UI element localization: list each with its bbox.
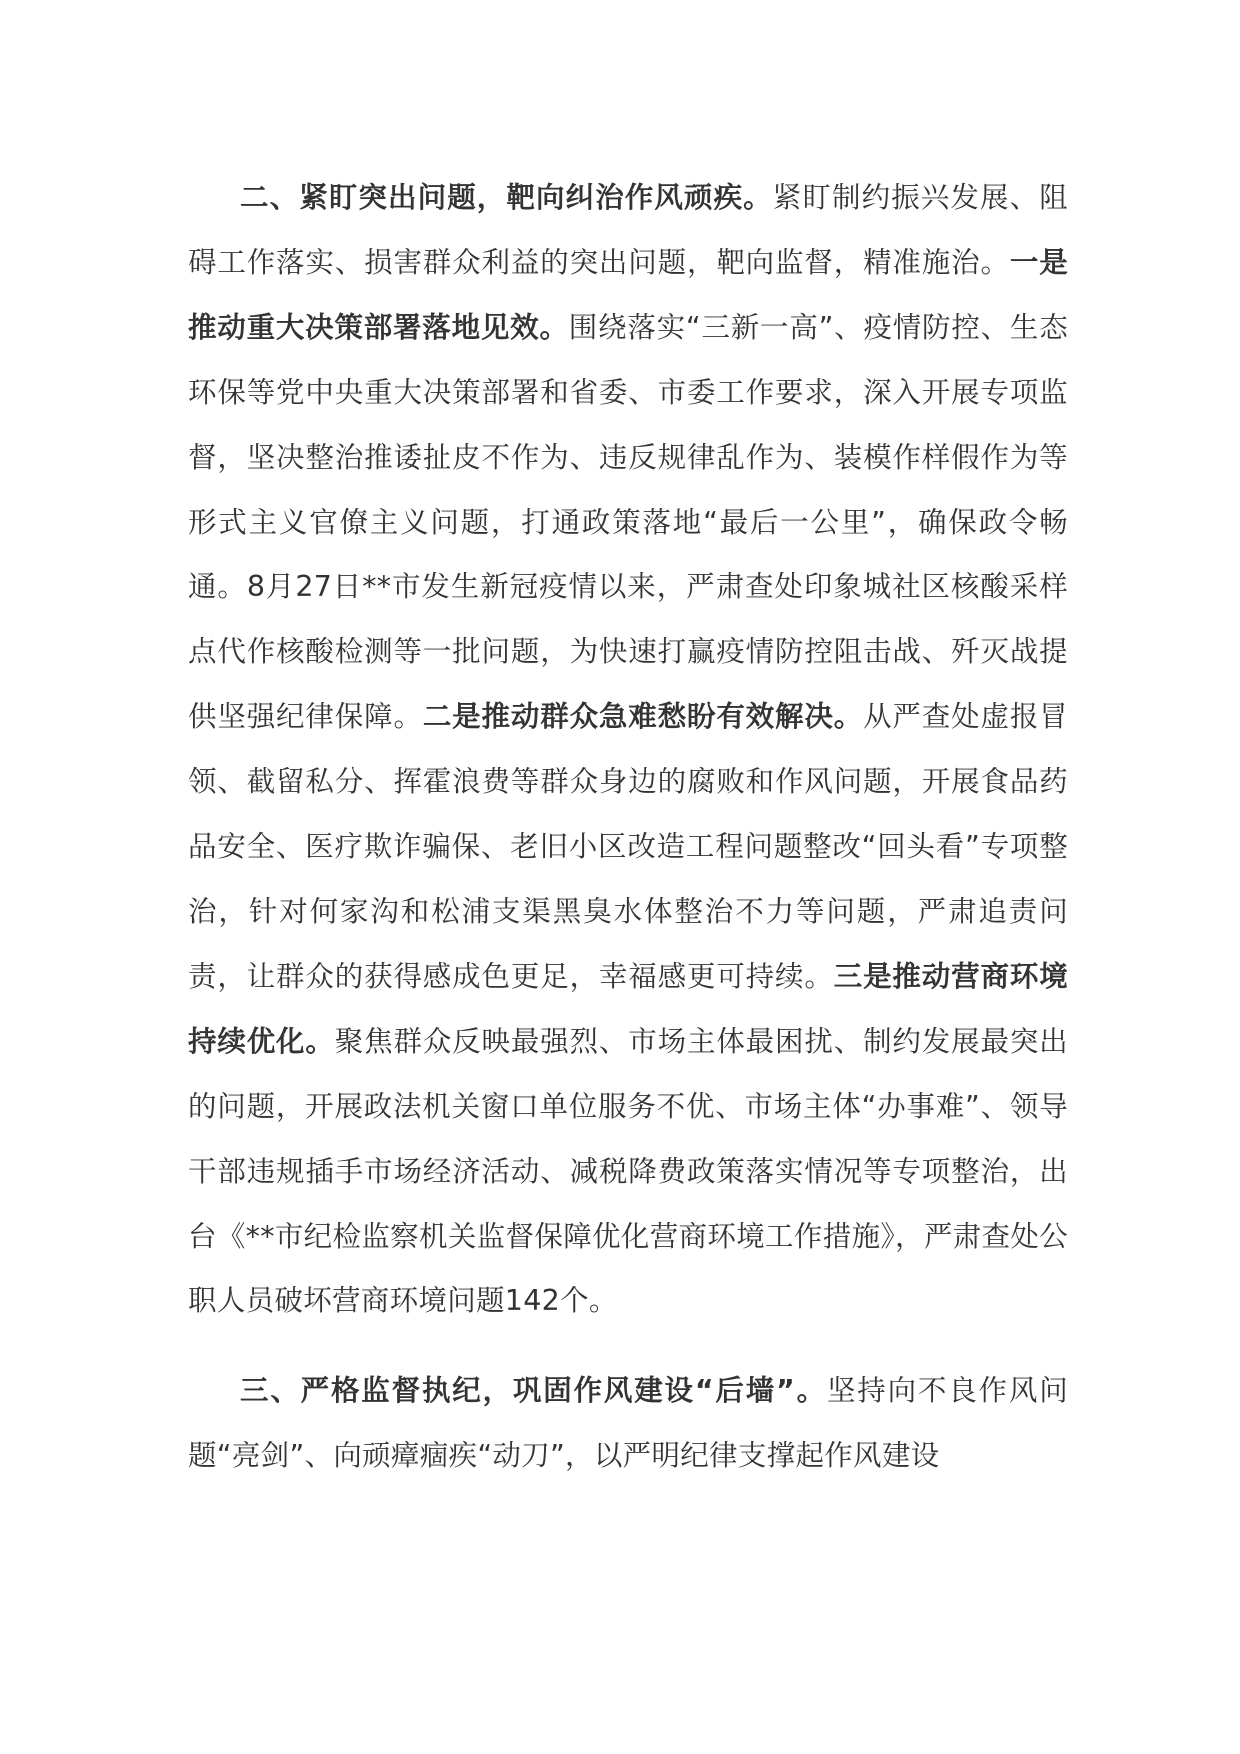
point-heading-one: 一是推动重大决策部署落地见效。	[188, 245, 1068, 344]
section-heading-two: 二、紧盯突出问题，靶向纠治作风顽疾。	[240, 181, 773, 214]
point-heading-two: 二是推动群众急难愁盼有效解决。	[422, 700, 864, 734]
point-heading-three: 三是推动营商环境持续优化。	[188, 959, 1068, 1058]
document-body	[188, 166, 1068, 1489]
paragraph-text: 坚持向不良作风问题“亮剑”、向顽瘴痼疾“动刀”，以严明纪律支撑起作风建设	[188, 1374, 1069, 1473]
paragraph-text: 从严查处虚报冒领、截留私分、挥霍浪费等群众身边的腐败和作风问题，开展食品药品安全、医疗欺诈骗保、老旧小区改造工程问题整改“回头看”专项整治，针对何家沟和松浦支渠黑臭水体整治不力等问题，严肃追责问责，让群众的获得感成色更足，幸福感更可持续。	[188, 700, 1068, 993]
paragraph-text: 围绕落实“三新一高”、疫情防控、生态环保等党中央重大决策部署和省委、市委工作要求，深入开展专项监督，坚决整治推诿扯皮不作为、违反规律乱作为、装模作样假作为等形式主义官僚主义问题，打通政策落地“最后一公里”，确保政令畅通。8月27日**市发生新冠疫情以来，严肃查处印象城社区核酸采样点代作核酸检测等一批问题，为快速打赢疫情防控阻击战、歼灭战提供坚强纪律保障。	[188, 310, 1069, 734]
paragraph-section-three	[188, 1359, 1068, 1489]
paragraph-text: 聚焦群众反映最强烈、市场主体最困扰、制约发展最突出的问题，开展政法机关窗口单位服务不优、市场主体“办事难”、领导干部违规插手市场经济活动、减税降费政策落实情况等专项整治，出台《**市纪检监察机关监督保障优化营商环境工作措施》，严肃查处公职人员破坏营商环境问题142个。	[188, 1024, 1068, 1318]
paragraph-text: 紧盯制约振兴发展、阻碍工作落实、损害群众利益的突出问题，靶向监督，精准施治。	[188, 181, 1068, 279]
paragraph-section-two	[188, 166, 1068, 1334]
section-heading-three: 三、严格监督执纪，巩固作风建设“后墙”。	[240, 1374, 827, 1408]
